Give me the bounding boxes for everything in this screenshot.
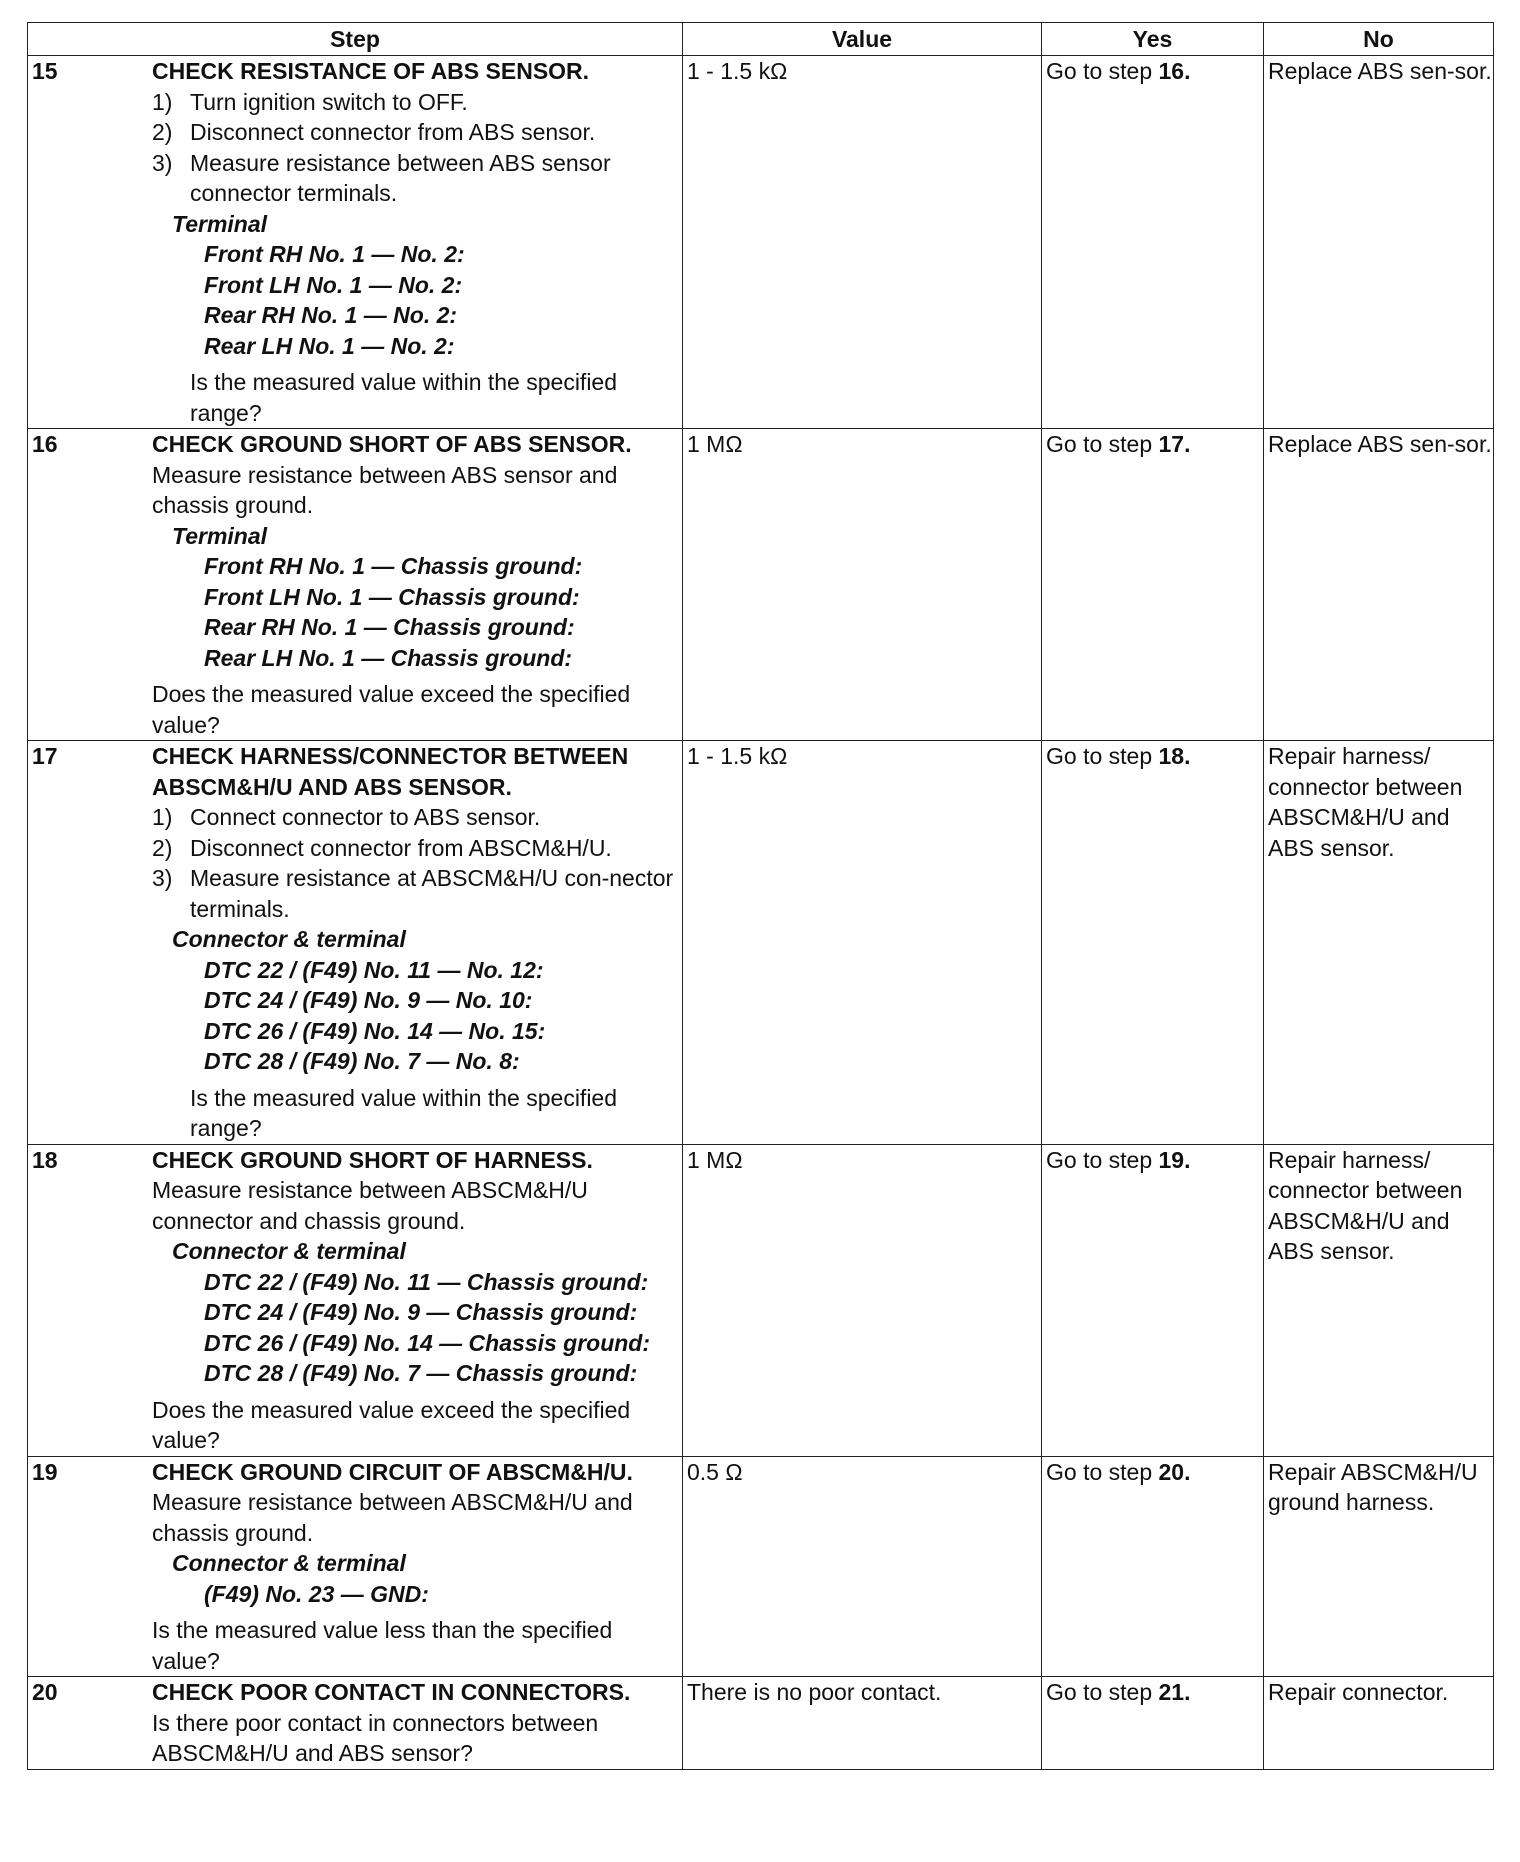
terminal-spec: Rear RH No. 1 — Chassis ground: bbox=[204, 614, 575, 640]
step-instruction: Is there poor contact in connectors between ABSCM&H/U and ABS sensor? bbox=[152, 1709, 599, 1766]
step-body bbox=[152, 1145, 682, 1456]
item-text: Disconnect connector from ABSCM&H/U. bbox=[190, 834, 612, 861]
step-number: 20 bbox=[32, 1679, 58, 1705]
step-title: CHECK GROUND CIRCUIT OF ABSCM&H/U. bbox=[152, 1458, 633, 1485]
terminal-spec: Front RH No. 1 — No. 2: bbox=[204, 241, 465, 267]
terminal-spec: Rear RH No. 1 — No. 2: bbox=[204, 302, 458, 328]
step-row-15 bbox=[28, 56, 1494, 429]
step-body bbox=[152, 1677, 682, 1769]
yes-cell bbox=[1042, 1677, 1264, 1770]
value-cell: 0.5 Ω bbox=[683, 1456, 1042, 1677]
item-number: 1) bbox=[152, 88, 173, 115]
item-text: Measure resistance between ABS sensor connector terminals. bbox=[190, 149, 611, 206]
yes-cell bbox=[1042, 741, 1264, 1145]
yes-cell bbox=[1042, 429, 1264, 741]
value-cell: 1 - 1.5 kΩ bbox=[683, 56, 1042, 429]
yes-step-ref: 19. bbox=[1158, 1146, 1191, 1173]
header-step: Step bbox=[28, 23, 683, 56]
yes-prefix: Go to step bbox=[1046, 1679, 1159, 1705]
terminal-spec: DTC 24 / (F49) No. 9 — No. 10: bbox=[204, 987, 533, 1013]
step-row-17 bbox=[28, 741, 1494, 1145]
step-question: Does the measured value exceed the specified value? bbox=[152, 1396, 631, 1453]
instruction-item bbox=[152, 863, 680, 924]
instruction-item bbox=[152, 833, 680, 864]
header-yes: Yes bbox=[1042, 23, 1264, 56]
no-cell: Replace ABS sen-sor. bbox=[1264, 56, 1494, 429]
value-cell: There is no poor contact. bbox=[683, 1677, 1042, 1770]
item-number: 1) bbox=[152, 804, 173, 830]
yes-step-ref: 18. bbox=[1158, 743, 1191, 769]
terminal-spec: DTC 24 / (F49) No. 9 — Chassis ground: bbox=[204, 1299, 638, 1325]
header-row bbox=[28, 23, 1494, 56]
step-row-20 bbox=[28, 1677, 1494, 1770]
step-instruction: Measure resistance between ABS sensor and chassis ground. bbox=[152, 461, 618, 518]
item-text: Turn ignition switch to OFF. bbox=[190, 88, 468, 115]
step-cell bbox=[28, 56, 683, 429]
no-cell: Repair harness/ connector between ABSCM&H/U and ABS sensor. bbox=[1264, 1144, 1494, 1456]
item-text: Disconnect connector from ABS sensor. bbox=[190, 119, 596, 145]
terminal-spec: DTC 22 / (F49) No. 11 — Chassis ground: bbox=[204, 1268, 649, 1295]
yes-cell bbox=[1042, 56, 1264, 429]
procedure-table bbox=[27, 22, 1494, 1770]
item-number: 3) bbox=[152, 865, 173, 891]
step-body bbox=[152, 56, 682, 428]
yes-prefix: Go to step bbox=[1046, 1458, 1159, 1485]
no-cell: Repair connector. bbox=[1264, 1677, 1494, 1770]
step-title: CHECK GROUND SHORT OF ABS SENSOR. bbox=[152, 431, 632, 457]
item-number: 2) bbox=[152, 119, 173, 145]
terminal-label: Connector & terminal bbox=[172, 926, 406, 952]
step-number: 16 bbox=[32, 431, 58, 457]
step-title: CHECK HARNESS/CONNECTOR BETWEEN ABSCM&H/U AND ABS SENSOR. bbox=[152, 743, 629, 800]
terminal-label: Terminal bbox=[172, 522, 268, 549]
step-number: 15 bbox=[32, 58, 58, 84]
item-text: Measure resistance at ABSCM&H/U con-nector terminals. bbox=[190, 865, 674, 922]
instruction-item bbox=[152, 87, 680, 118]
value-cell: 1 MΩ bbox=[683, 429, 1042, 741]
yes-prefix: Go to step bbox=[1046, 1146, 1159, 1173]
instruction-item bbox=[152, 802, 680, 833]
yes-prefix: Go to step bbox=[1046, 58, 1159, 84]
terminal-label: Connector & terminal bbox=[172, 1238, 406, 1264]
no-cell: Repair ABSCM&H/U ground harness. bbox=[1264, 1456, 1494, 1677]
terminal-label: Terminal bbox=[172, 210, 268, 237]
step-row-16 bbox=[28, 429, 1494, 741]
terminal-spec: Front RH No. 1 — Chassis ground: bbox=[204, 553, 583, 579]
value-cell: 1 - 1.5 kΩ bbox=[683, 741, 1042, 1145]
step-body bbox=[152, 429, 682, 740]
step-number: 17 bbox=[32, 743, 58, 769]
step-question: Is the measured value less than the specified value? bbox=[152, 1617, 613, 1674]
terminal-spec: Front LH No. 1 — No. 2: bbox=[204, 271, 463, 298]
step-body bbox=[152, 741, 682, 1144]
yes-cell bbox=[1042, 1456, 1264, 1677]
yes-cell bbox=[1042, 1144, 1264, 1456]
step-body bbox=[152, 1457, 682, 1677]
yes-step-ref: 16. bbox=[1158, 58, 1191, 84]
header-no: No bbox=[1264, 23, 1494, 56]
terminal-spec: DTC 28 / (F49) No. 7 — No. 8: bbox=[204, 1048, 520, 1074]
step-cell bbox=[28, 741, 683, 1145]
step-instruction: Measure resistance between ABSCM&H/U and chassis ground. bbox=[152, 1489, 633, 1546]
terminal-spec: DTC 26 / (F49) No. 14 — No. 15: bbox=[204, 1017, 546, 1044]
terminal-spec: (F49) No. 23 — GND: bbox=[204, 1580, 429, 1607]
no-cell: Replace ABS sen-sor. bbox=[1264, 429, 1494, 741]
diagnostic-procedure-table bbox=[27, 22, 1493, 1770]
step-instruction: Measure resistance between ABSCM&H/U connector and chassis ground. bbox=[152, 1177, 588, 1234]
instruction-item bbox=[152, 148, 680, 209]
step-cell bbox=[28, 1677, 683, 1770]
procedure-rows bbox=[28, 56, 1494, 1770]
terminal-spec: DTC 26 / (F49) No. 14 — Chassis ground: bbox=[204, 1329, 651, 1356]
step-title: CHECK GROUND SHORT OF HARNESS. bbox=[152, 1146, 593, 1173]
step-row-18 bbox=[28, 1144, 1494, 1456]
no-cell: Repair harness/ connector between ABSCM&H/U and ABS sensor. bbox=[1264, 741, 1494, 1145]
yes-step-ref: 21. bbox=[1158, 1679, 1191, 1705]
step-cell bbox=[28, 1144, 683, 1456]
instruction-item bbox=[152, 117, 680, 148]
step-question: Is the measured value within the specified range? bbox=[190, 369, 618, 426]
terminal-spec: Rear LH No. 1 — Chassis ground: bbox=[204, 644, 573, 671]
item-number: 2) bbox=[152, 834, 173, 861]
terminal-spec: Rear LH No. 1 — No. 2: bbox=[204, 332, 455, 359]
step-question: Does the measured value exceed the specified value? bbox=[152, 681, 631, 738]
step-question: Is the measured value within the specified range? bbox=[190, 1084, 618, 1141]
yes-prefix: Go to step bbox=[1046, 743, 1159, 769]
step-title: CHECK RESISTANCE OF ABS SENSOR. bbox=[152, 58, 590, 84]
yes-step-ref: 17. bbox=[1158, 431, 1191, 457]
step-number: 18 bbox=[32, 1146, 58, 1173]
terminal-spec: Front LH No. 1 — Chassis ground: bbox=[204, 583, 580, 610]
header-value: Value bbox=[683, 23, 1042, 56]
terminal-spec: DTC 28 / (F49) No. 7 — Chassis ground: bbox=[204, 1360, 638, 1386]
step-cell bbox=[28, 1456, 683, 1677]
terminal-label: Connector & terminal bbox=[172, 1550, 406, 1576]
step-cell bbox=[28, 429, 683, 741]
terminal-spec: DTC 22 / (F49) No. 11 — No. 12: bbox=[204, 956, 544, 983]
item-text: Connect connector to ABS sensor. bbox=[190, 804, 541, 830]
item-number: 3) bbox=[152, 149, 173, 176]
step-title: CHECK POOR CONTACT IN CONNECTORS. bbox=[152, 1679, 631, 1705]
step-number: 19 bbox=[32, 1458, 58, 1485]
yes-prefix: Go to step bbox=[1046, 431, 1159, 457]
step-row-19 bbox=[28, 1456, 1494, 1677]
value-cell: 1 MΩ bbox=[683, 1144, 1042, 1456]
yes-step-ref: 20. bbox=[1158, 1458, 1191, 1485]
